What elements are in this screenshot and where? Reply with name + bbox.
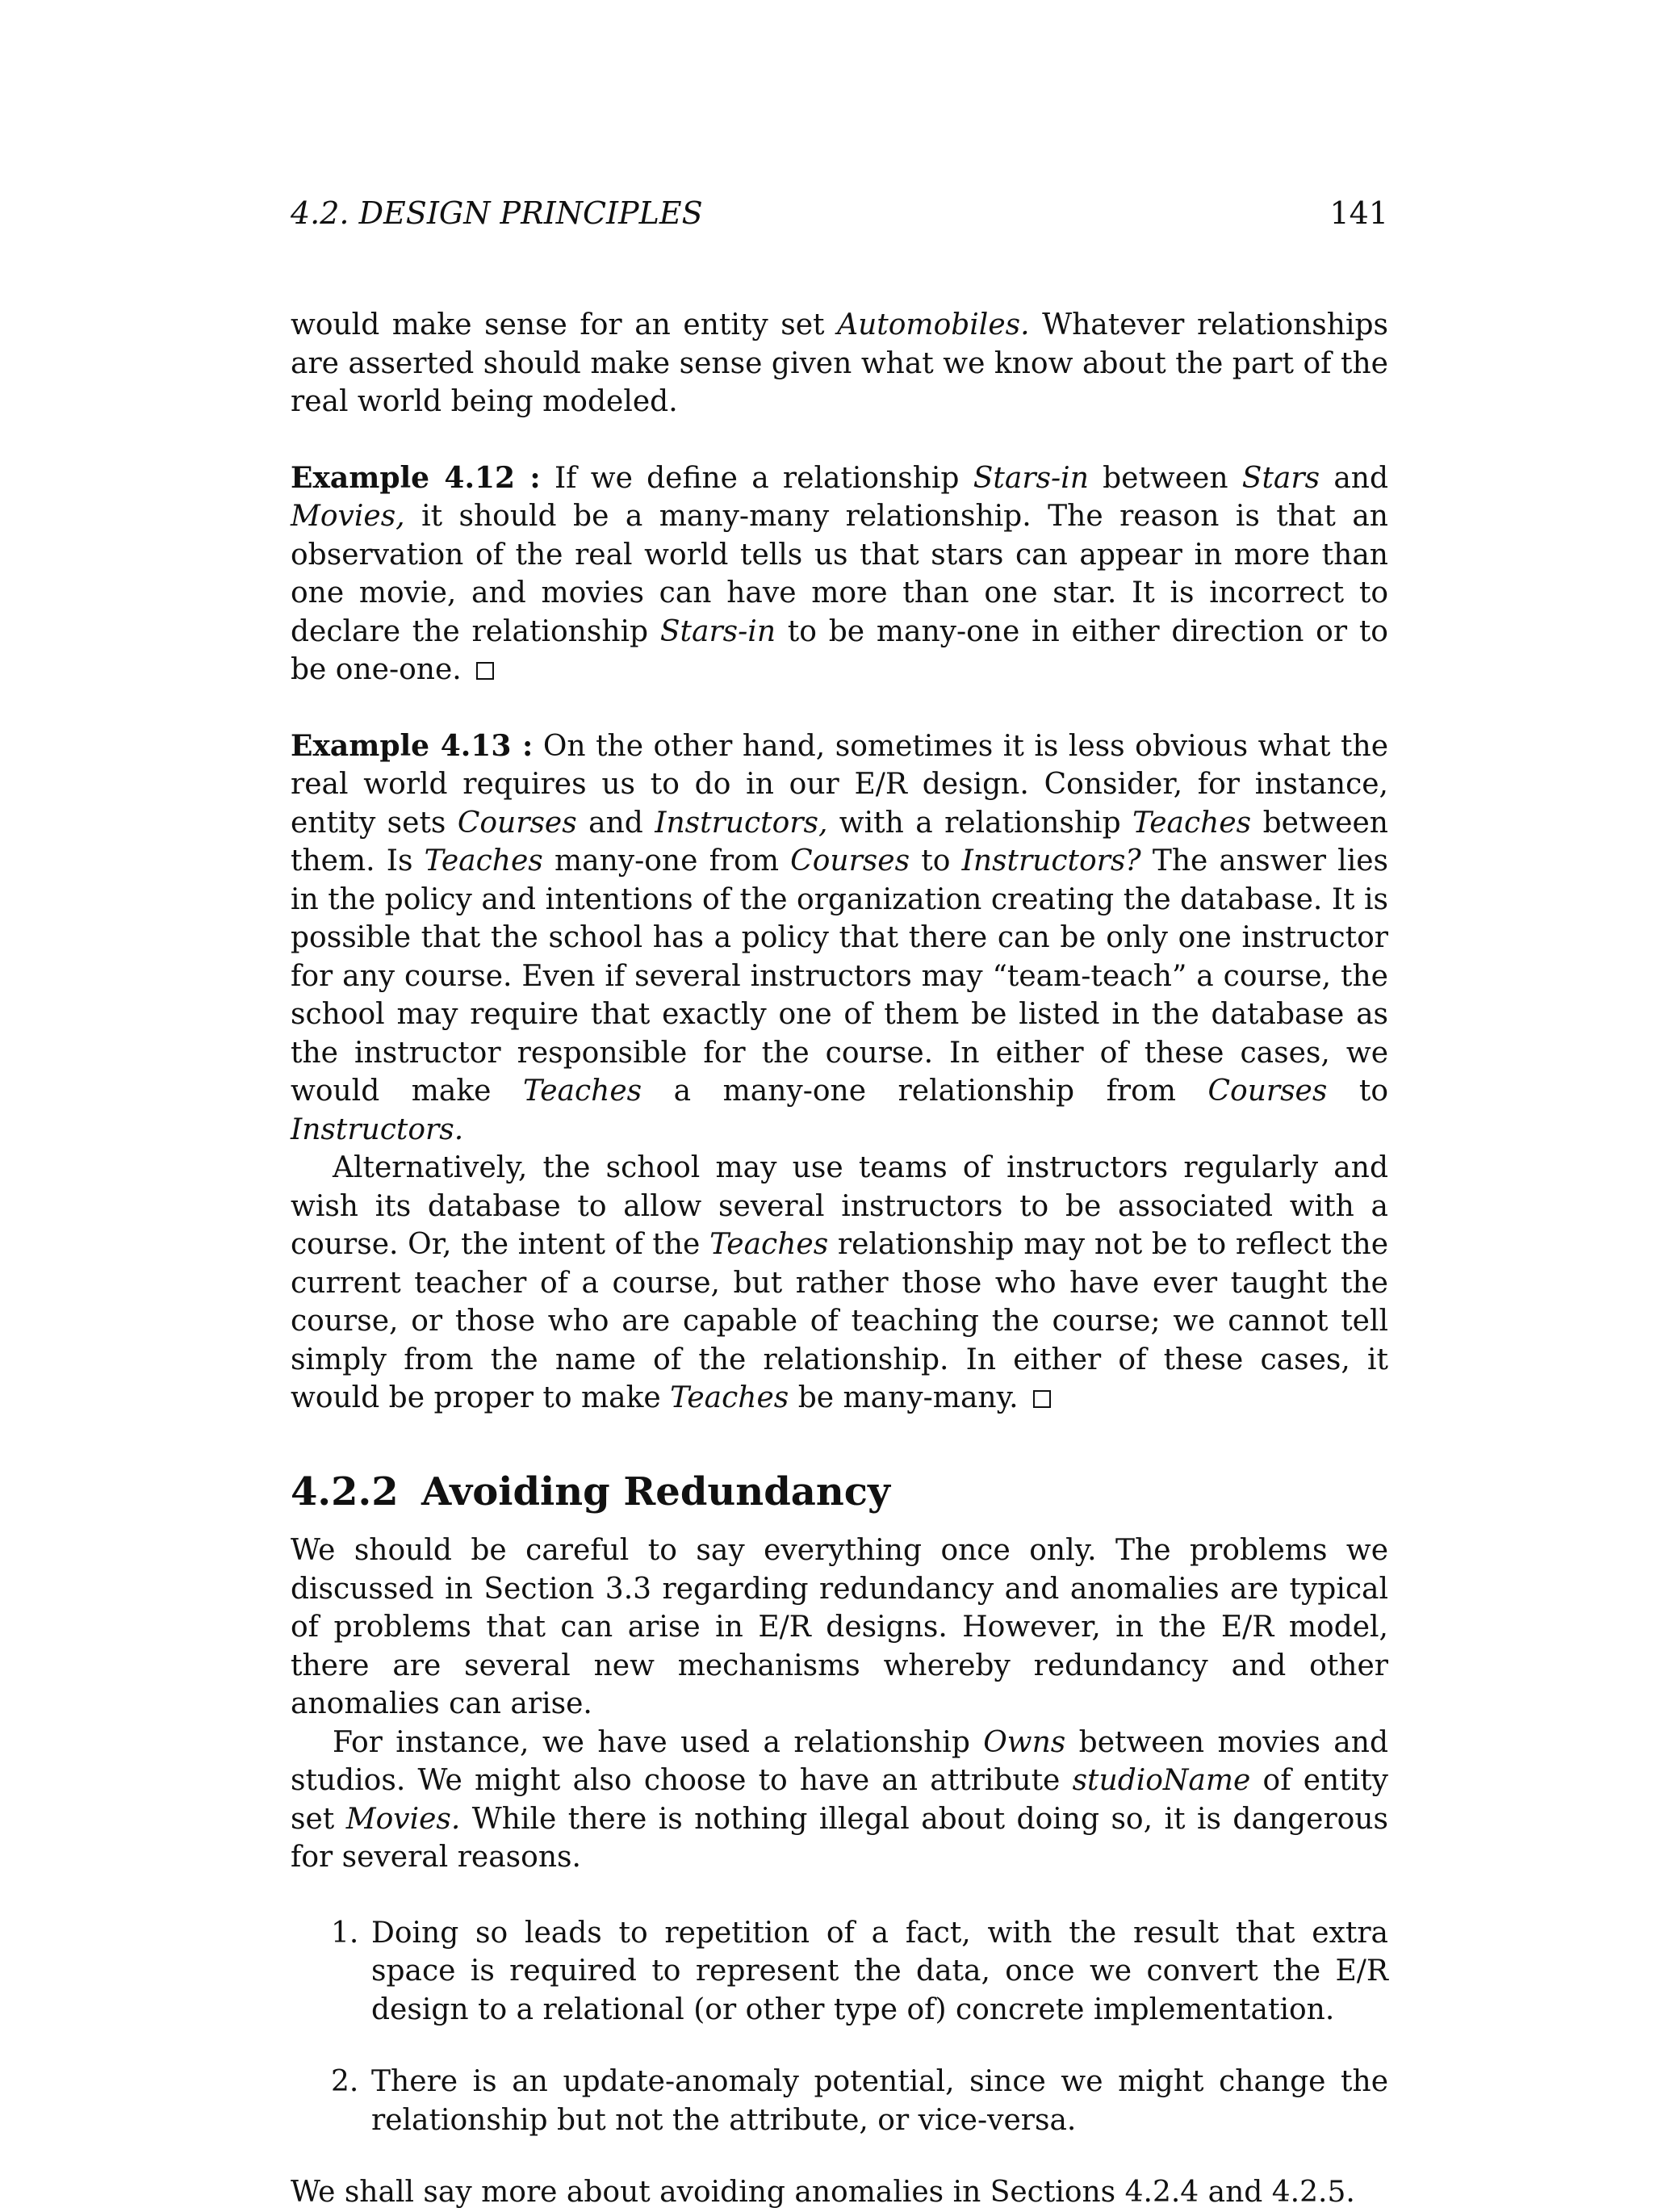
list-item-text: Doing so leads to repetition of a fact, with the result that extra space is required to represent the data, once we convert the E/R design to a relational (or other type of) concrete implementation. [371,1916,1388,2026]
example-4-13: Example 4.13 : On the other hand, sometimes it is less obvious what the real world requires us to do in our E/R design. Consider, for instance, entity sets Courses and Instructors, with a relationship Teaches between them. Is Teaches many-one from Courses to Instructors? The answer lies in the policy and intentions of the organization creating the database. It is possible that the school has a policy that there can be only one instructor for any course. Even if several instructors may “team-teach” a course, the school may require that exactly one of them be listed in the database as the instructor responsible for the course. In either of these cases, we would make Teaches a many-one relationship from Courses to Instructors. [291,728,1388,1146]
list-marker: 1. [331,1916,359,1950]
list-item [291,2063,1388,2139]
numbered-list [291,1914,1388,2140]
example-4-13-continued: Alternatively, the school may use teams of instructors regularly and wish its database to allow several instructors to be associated with a course. Or, the intent of the Teaches relationship may not be to reflect the current teacher of a course, but rather those who have ever taught the course, or those who are capable of teaching the course; we cannot tell simply from the name of the relationship. In either of these cases, it would be proper to make Teaches be many-many. [291,1151,1388,1414]
list-item [291,1914,1388,2030]
list-item-text: There is an update-anomaly potential, since we might change the relationship but not the attribute, or vice-versa. [371,2065,1388,2137]
running-header-section: 4.2. DESIGN PRINCIPLES [291,195,703,231]
end-of-example-box-icon [1033,1390,1051,1408]
list-marker: 2. [331,2065,359,2099]
section-title: Avoiding Redundancy [421,1468,890,1514]
book-page [291,195,1389,2212]
end-of-example-box-icon [476,662,494,680]
continuation-paragraph: would make sense for an entity set Automobiles. Whatever relationships are asserted should make sense given what we know about the part of the real world being modeled. [291,308,1388,418]
section-number: 4.2.2 [291,1468,399,1514]
body-paragraph-owns: For instance, we have used a relationship Owns between movies and studios. We might also choose to have an attribute studioName of entity set Movies. While there is nothing illegal about doing so, it is dangerous for several reasons. [291,1725,1388,1875]
section-heading [291,1469,1388,1516]
example-4-12: Example 4.12 : If we define a relationship Stars-in between Stars and Movies, it should be a many-many relationship. The reason is that an observation of the real world tells us that stars can appear in more than one movie, and movies can have more than one star. It is incorrect to declare the relationship Stars-in to be many-one in either direction or to be one-one. [291,460,1389,686]
running-header [291,195,1388,231]
example-label: Example 4.12 : [291,460,541,495]
example-label: Example 4.13 : [291,728,534,763]
page-number: 141 [1329,195,1388,231]
body-paragraph: We should be careful to say everything once only. The problems we discussed in Section 3.3 regarding redundancy and anomalies are typical of problems that can arise in E/R designs. However, in the E/R model, there are several new mechanisms whereby redundancy and other anomalies can arise. [291,1534,1388,1721]
closing-paragraph: We shall say more about avoiding anomalies in Sections 4.2.4 and 4.2.5. [291,2176,1355,2210]
